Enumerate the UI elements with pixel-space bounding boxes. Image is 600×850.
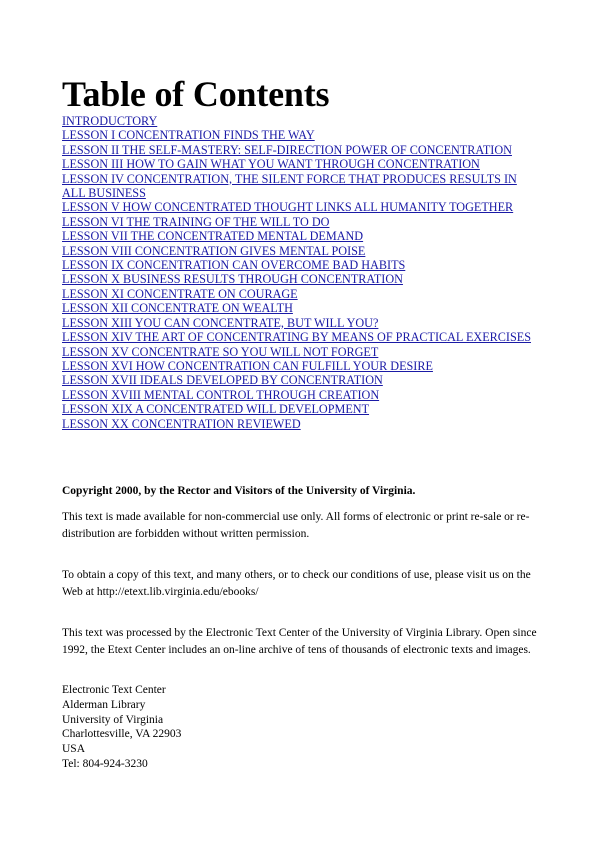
toc-link-lesson-15[interactable]: LESSON XV CONCENTRATE SO YOU WILL NOT FORGET <box>62 344 379 359</box>
toc-item <box>62 157 542 171</box>
address-line: Electronic Text Center <box>62 684 166 696</box>
toc-link-lesson-3[interactable]: LESSON III HOW TO GAIN WHAT YOU WANT THROUGH CONCENTRATION <box>62 157 480 172</box>
address-line: University of Virginia <box>62 713 164 726</box>
address-line: Tel: 804-924-3230 <box>62 757 148 770</box>
toc-item <box>62 316 542 330</box>
toc-item <box>62 114 542 128</box>
toc-link-lesson-10[interactable]: LESSON X BUSINESS RESULTS THROUGH CONCENTRATION <box>62 272 403 287</box>
processing-info-paragraph: This text was processed by the Electronic Text Center of the University of Virginia Library. Open since 1992, the Etext Center includes an on-line archive of tens of thousands of electronic texts and images. <box>62 627 537 656</box>
toc-item <box>62 172 542 201</box>
toc-link-lesson-12[interactable]: LESSON XII CONCENTRATE ON WEALTH <box>62 301 293 316</box>
toc-item <box>62 244 542 258</box>
toc-link-lesson-5[interactable]: LESSON V HOW CONCENTRATED THOUGHT LINKS ALL HUMANITY TOGETHER <box>62 200 514 215</box>
toc-item <box>62 287 542 301</box>
toc-item <box>62 128 542 142</box>
toc-link-lesson-16[interactable]: LESSON XVI HOW CONCENTRATION CAN FULFILL YOUR DESIRE <box>62 358 433 373</box>
toc-item <box>62 373 542 387</box>
toc-item <box>62 359 542 373</box>
toc-item <box>62 272 542 286</box>
page-title: Table of Contents <box>62 74 330 114</box>
toc-item <box>62 229 542 243</box>
toc-link-lesson-7[interactable]: LESSON VII THE CONCENTRATED MENTAL DEMAND <box>62 229 364 244</box>
toc-item <box>62 417 542 431</box>
obtain-copy-paragraph: To obtain a copy of this text, and many others, or to check our conditions of use, please visit us on the Web at http://etext.lib.virginia.edu/ebooks/ <box>62 569 531 598</box>
toc-item <box>62 402 542 416</box>
toc-item <box>62 143 542 157</box>
toc-link-lesson-2[interactable]: LESSON II THE SELF-MASTERY: SELF-DIRECTION POWER OF CONCENTRATION <box>62 142 512 157</box>
address-line: Alderman Library <box>62 698 146 711</box>
address-line: USA <box>62 743 86 756</box>
toc-link-lesson-9[interactable]: LESSON IX CONCENTRATION CAN OVERCOME BAD HABITS <box>62 258 406 273</box>
contact-address <box>62 683 181 772</box>
toc-link-lesson-17[interactable]: LESSON XVII IDEALS DEVELOPED BY CONCENTRATION <box>62 373 383 388</box>
usage-terms-paragraph: This text is made available for non-commercial use only. All forms of electronic or print re-sale or re-distribution are forbidden without written permission. <box>62 511 530 540</box>
toc-item <box>62 330 542 344</box>
toc-item <box>62 301 542 315</box>
toc-link-lesson-1[interactable]: LESSON I CONCENTRATION FINDS THE WAY <box>62 128 315 143</box>
toc-item <box>62 215 542 229</box>
toc-item <box>62 200 542 214</box>
toc-link-lesson-19[interactable]: LESSON XIX A CONCENTRATED WILL DEVELOPMENT <box>62 402 370 417</box>
copyright-notice: Copyright 2000, by the Rector and Visitors of the University of Virginia. <box>62 485 416 497</box>
toc-item <box>62 388 542 402</box>
toc-link-lesson-8[interactable]: LESSON VIII CONCENTRATION GIVES MENTAL POISE <box>62 243 366 258</box>
toc-link-lesson-11[interactable]: LESSON XI CONCENTRATE ON COURAGE <box>62 286 298 301</box>
toc-item <box>62 258 542 272</box>
toc-link-lesson-14[interactable]: LESSON XIV THE ART OF CONCENTRATING BY MEANS OF PRACTICAL EXERCISES <box>62 330 531 345</box>
toc-link-lesson-18[interactable]: LESSON XVIII MENTAL CONTROL THROUGH CREATION <box>62 387 380 402</box>
toc-link-lesson-13[interactable]: LESSON XIII YOU CAN CONCENTRATE, BUT WILL YOU? <box>62 315 379 330</box>
toc-link-lesson-4[interactable]: LESSON IV CONCENTRATION, THE SILENT FORCE THAT PRODUCES RESULTS IN ALL BUSINESS <box>62 171 517 201</box>
toc-section <box>62 74 542 431</box>
toc-link-lesson-20[interactable]: LESSON XX CONCENTRATION REVIEWED <box>62 416 301 431</box>
toc-link-introductory[interactable]: INTRODUCTORY <box>62 114 158 128</box>
toc-list <box>62 114 542 431</box>
toc-item <box>62 345 542 359</box>
toc-link-lesson-6[interactable]: LESSON VI THE TRAINING OF THE WILL TO DO <box>62 214 330 229</box>
address-line: Charlottesville, VA 22903 <box>62 728 182 741</box>
